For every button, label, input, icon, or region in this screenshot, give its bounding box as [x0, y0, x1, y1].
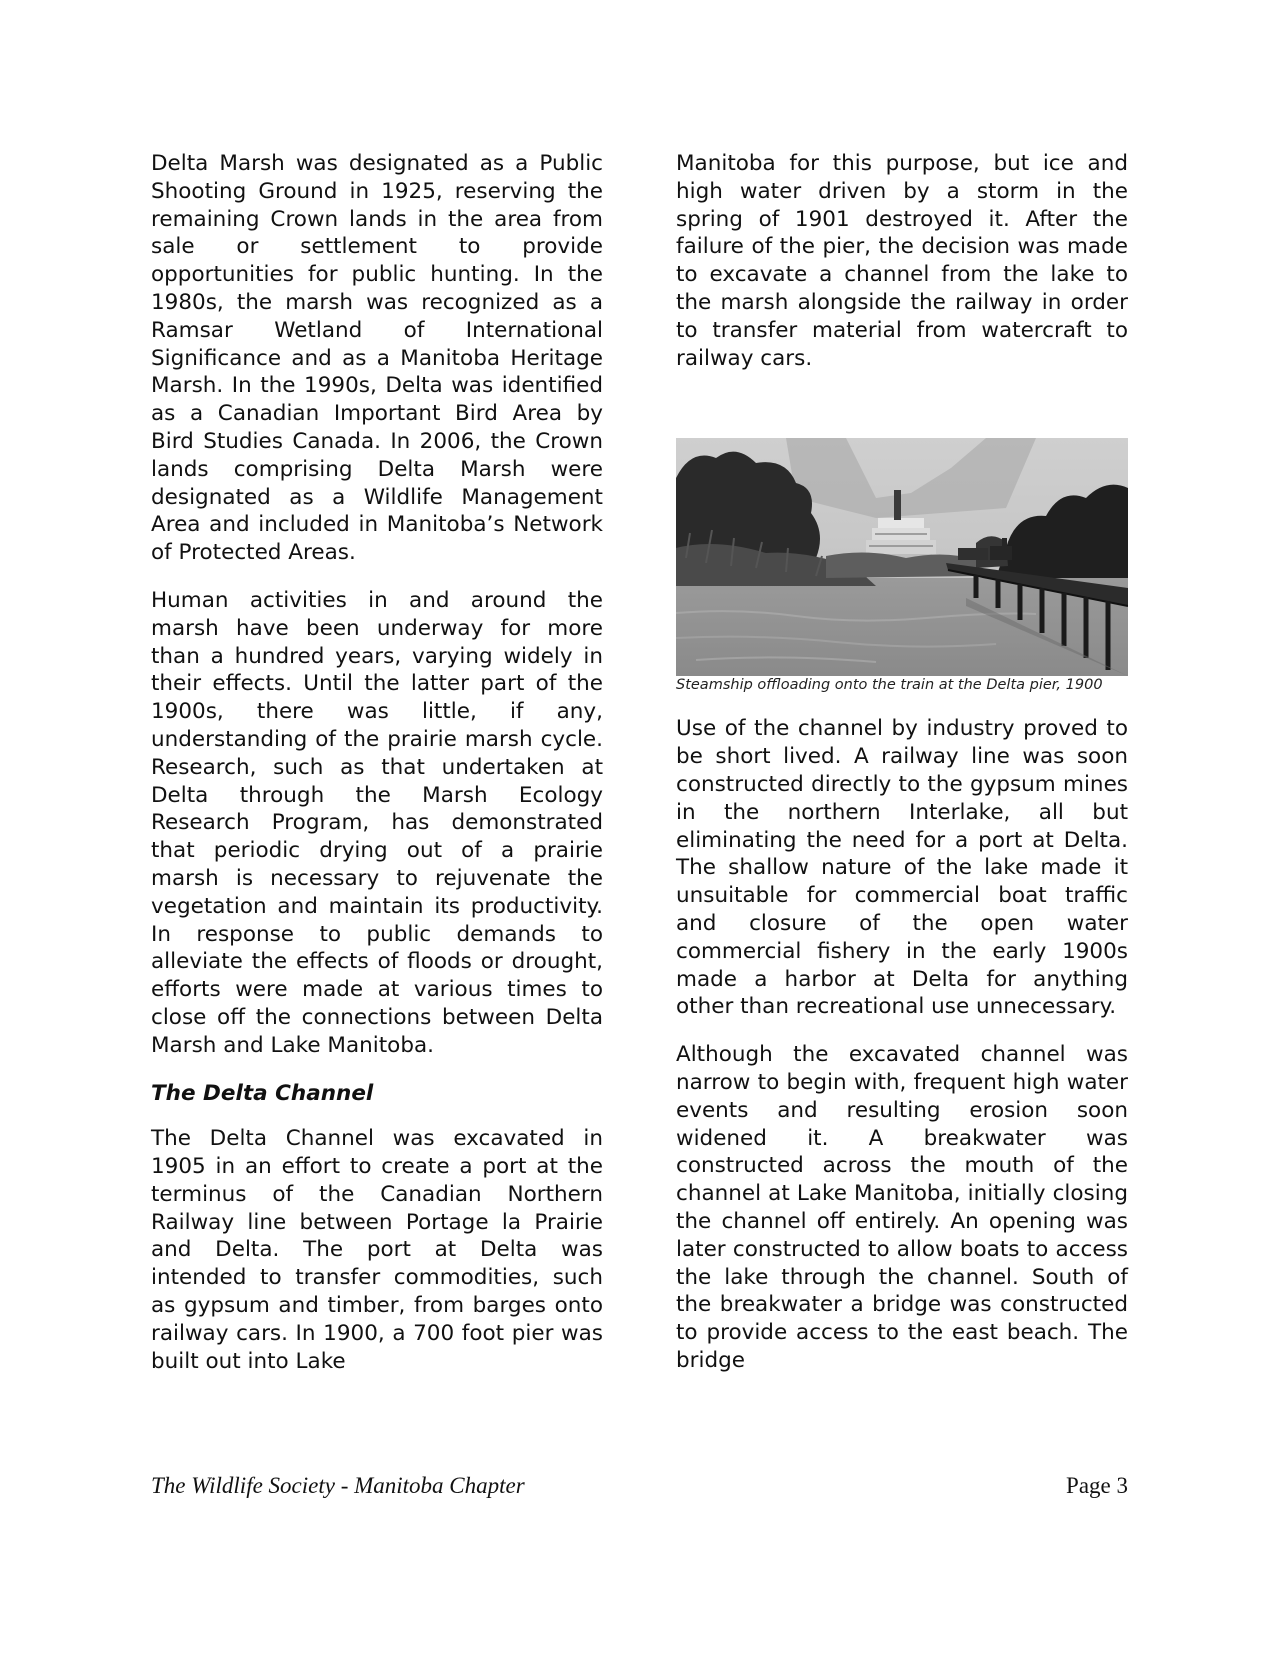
- page-number: Page 3: [1066, 1473, 1128, 1498]
- paragraph-breakwater: Although the excavated channel was narrow to begin with, frequent high water events and resulting erosion soon widened it. A breakwater was constructed across the mouth of the channel at Lake Manitoba, initially closing the channel off entirely. An opening was later constructed to allow boats to access the lake through the channel. South of the breakwater a bridge was constructed to provide access to the east beach. The bridge: [676, 1042, 1128, 1373]
- paragraph-human-activities: Human activities in and around the marsh have been underway for more than a hundred years, varying widely in their effects. Until the latter part of the 1900s, there was little, if any, understanding of the prairie marsh cycle. Research, such as that undertaken at Delta through the Marsh Ecology Research Program, has demonstrated that periodic drying out of a prairie marsh is necessary to rejuvenate the vegetation and maintain its productivity. In response to public demands to alleviate the effects of floods or drought, efforts were made at various times to close off the connections between Delta Marsh and Lake Manitoba.: [151, 587, 603, 1058]
- photo-caption: Steamship offloading onto the train at the Delta pier, 1900: [676, 677, 1103, 694]
- paragraph-delta-channel: The Delta Channel was excavated in 1905 in an effort to create a port at the terminus of the Canadian Northern Railway line between Portage la Prairie and Delta. The port at Delta was intended to transfer commodities, such as gypsum and timber, from barges onto railway cars. In 1900, a 700 foot pier was built out into Lake: [151, 1126, 603, 1374]
- section-heading: The Delta Channel: [151, 1080, 374, 1106]
- paragraph-designation: Delta Marsh was designated as a Public Shooting Ground in 1925, reserving the remaining Crown lands in the area from sale or settlement to provide opportunities for public hunting. In the 1980s, the marsh was recognized as a Ramsar Wetland of International Significance and as a Manitoba Heritage Marsh. In the 1990s, Delta was identified as a Canadian Important Bird Area by Bird Studies Canada. In 2006, the Crown lands comprising Delta Marsh were designated as a Wildlife Management Area and included in Manitoba’s Network of Protected Areas.: [151, 151, 603, 566]
- historic-photo-figure: [676, 438, 1128, 695]
- paragraph-channel-use: Use of the channel by industry proved to be short lived. A railway line was soon constructed directly to the gypsum mines in the northern Interlake, all but eliminating the need for a port at Delta. The shallow nature of the lake made it unsuitable for commercial boat traffic and closure of the open water commercial fishery in the early 1900s made a harbor at Delta for anything other than recreational use unnecessary.: [676, 716, 1128, 1020]
- paragraph-continuation: Manitoba for this purpose, but ice and high water driven by a storm in the spring of 1901 destroyed it. After the failure of the pier, the decision was made to excavate a channel from the lake to the marsh alongside the railway in order to transfer material from watercraft to railway cars.: [676, 151, 1128, 371]
- right-column: [676, 150, 1128, 1395]
- steamship-train-photo: [676, 438, 1128, 676]
- footer-organization: The Wildlife Society - Manitoba Chapter: [151, 1473, 525, 1498]
- left-column: [151, 150, 603, 1395]
